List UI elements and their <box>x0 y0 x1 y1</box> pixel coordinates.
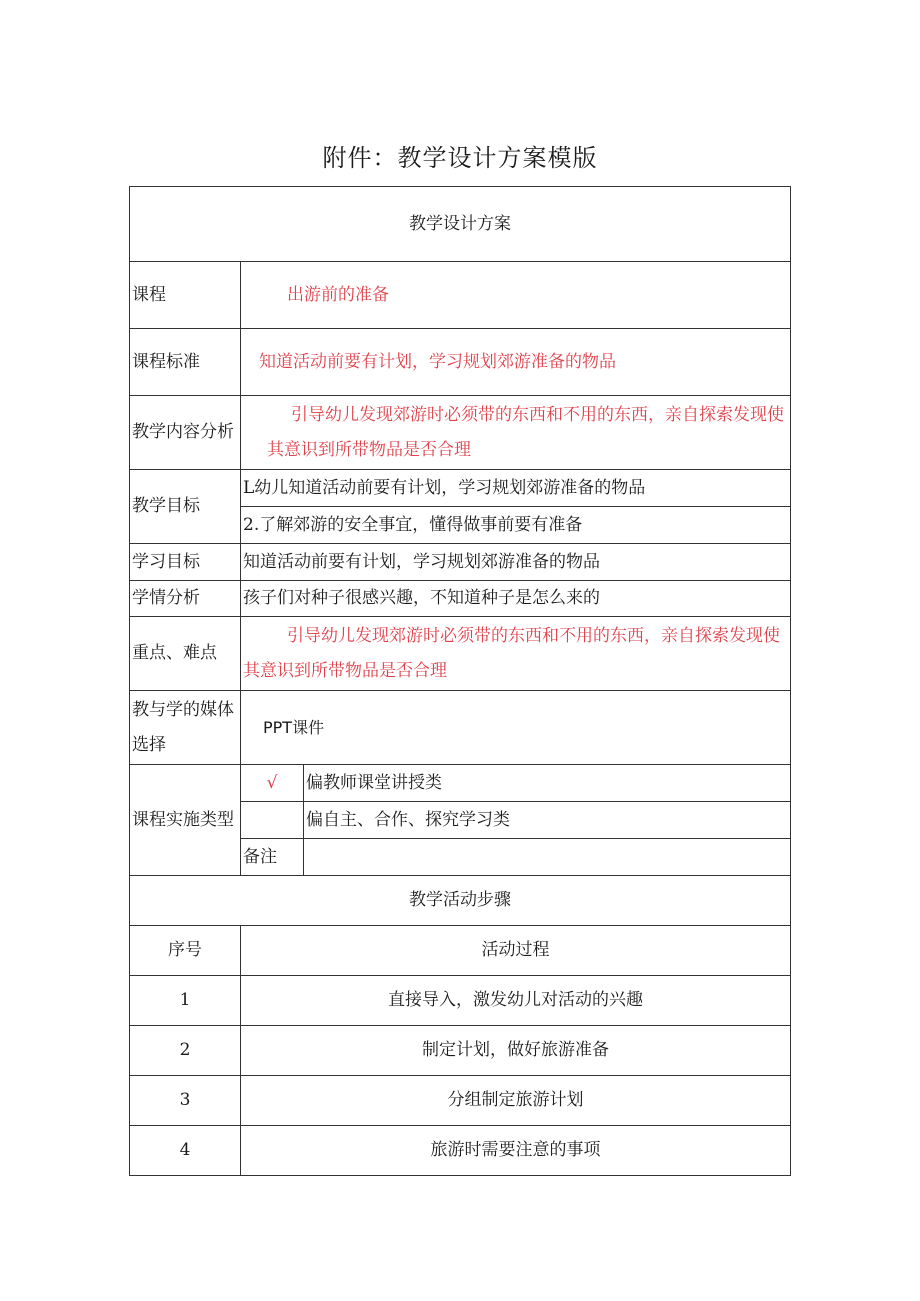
table-title: 教学设计方案 <box>130 187 791 262</box>
key-points-label: 重点、难点 <box>130 617 241 691</box>
media-row <box>130 691 791 765</box>
learning-goals-label: 学习目标 <box>130 544 241 581</box>
step-row <box>130 1026 791 1076</box>
step-process: 旅游时需要注意的事项 <box>241 1126 791 1176</box>
type-option-check <box>241 802 304 839</box>
course-row <box>130 262 791 329</box>
step-index: 4 <box>130 1126 241 1176</box>
key-points-row <box>130 617 791 691</box>
steps-title-row <box>130 876 791 926</box>
learning-goals-row <box>130 544 791 581</box>
course-value: 出游前的准备 <box>241 262 791 329</box>
content-analysis-label: 教学内容分析 <box>130 396 241 470</box>
learner-analysis-row <box>130 581 791 617</box>
standard-value: 知道活动前要有计划，学习规划郊游准备的物品 <box>241 329 791 396</box>
content-analysis-row <box>130 396 791 470</box>
step-row <box>130 1076 791 1126</box>
step-index: 2 <box>130 1026 241 1076</box>
standard-row <box>130 329 791 396</box>
course-label: 课程 <box>130 262 241 329</box>
step-process: 分组制定旅游计划 <box>241 1076 791 1126</box>
key-points-value: 引导幼儿发现郊游时必须带的东西和不用的东西，亲自探索发现使其意识到所带物品是否合理 <box>241 617 791 691</box>
table-title-row <box>130 187 791 262</box>
step-process: 直接导入，激发幼儿对活动的兴趣 <box>241 976 791 1026</box>
steps-title: 教学活动步骤 <box>130 876 791 926</box>
type-option-text: 偏教师课堂讲授类 <box>304 765 791 802</box>
teaching-goal-item: 2.了解郊游的安全事宜，懂得做事前要有准备 <box>241 507 791 544</box>
teaching-goal-item: L幼儿知道活动前要有计划，学习规划郊游准备的物品 <box>241 470 791 507</box>
learner-analysis-label: 学情分析 <box>130 581 241 617</box>
step-index: 1 <box>130 976 241 1026</box>
page-title: 附件：教学设计方案模版 <box>322 144 598 172</box>
teaching-plan-table <box>129 186 791 1176</box>
teaching-goals-row-1 <box>130 470 791 507</box>
col-index-header: 序号 <box>130 926 241 976</box>
steps-header-row <box>130 926 791 976</box>
learner-analysis-value: 孩子们对种子很感兴趣，不知道种子是怎么来的 <box>241 581 791 617</box>
step-row <box>130 1126 791 1176</box>
step-process: 制定计划，做好旅游准备 <box>241 1026 791 1076</box>
teaching-goals-label: 教学目标 <box>130 470 241 544</box>
step-row <box>130 976 791 1026</box>
type-label: 课程实施类型 <box>130 765 241 876</box>
standard-label: 课程标准 <box>130 329 241 396</box>
col-process-header: 活动过程 <box>241 926 791 976</box>
type-option-text: 偏自主、合作、探究学习类 <box>304 802 791 839</box>
content-analysis-value: 引导幼儿发现郊游时必须带的东西和不用的东西，亲自探索发现使其意识到所带物品是否合理 <box>241 396 791 470</box>
note-label: 备注 <box>241 839 304 876</box>
media-label: 教与学的媒体选择 <box>130 691 241 765</box>
media-value: PPT课件 <box>241 691 791 765</box>
learning-goals-value: 知道活动前要有计划，学习规划郊游准备的物品 <box>241 544 791 581</box>
note-value <box>304 839 791 876</box>
type-option-check: √ <box>241 765 304 802</box>
step-index: 3 <box>130 1076 241 1126</box>
type-row-1 <box>130 765 791 802</box>
